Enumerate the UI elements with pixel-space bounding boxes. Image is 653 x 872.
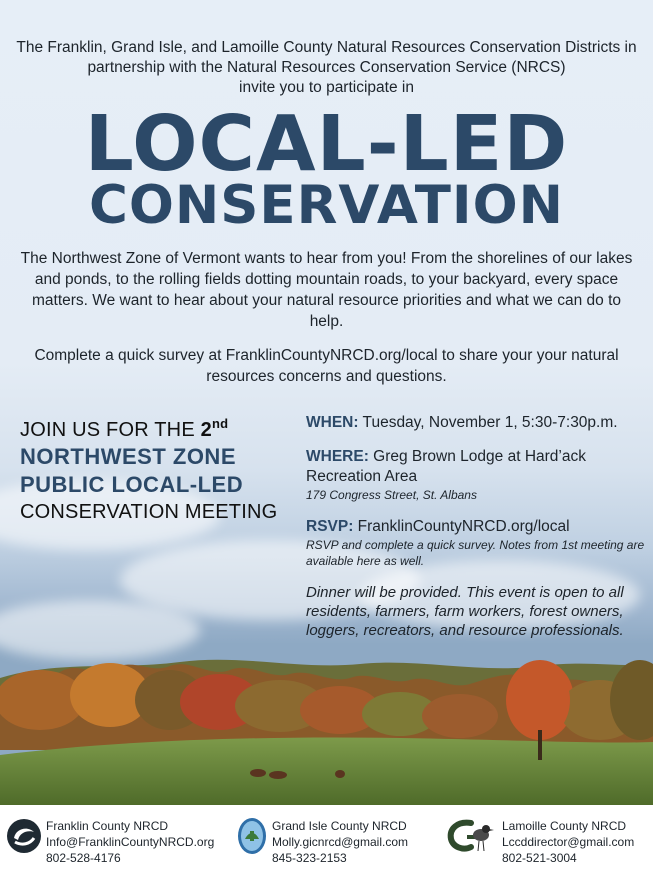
intro-line: invite you to participate in (239, 79, 414, 96)
contact-name: Lamoille County NRCD (502, 819, 627, 833)
contact-phone[interactable]: 802-528-4176 (46, 851, 121, 865)
grand-isle-logo-icon (237, 817, 267, 855)
where-value: Greg Brown Lodge at Hard’ack Recreation Area (306, 448, 586, 485)
body-paragraph-1: The Northwest Zone of Vermont wants to hear from you! From the shorelines of our lakes and ponds, to the rolling fields dotting mountain roads, to your backyard, every space matters. We want to hear about your natural resource priorities and what we can do to help. (20, 250, 633, 330)
where-label: WHERE: (306, 448, 369, 465)
contact-email[interactable]: Lccddirector@gmail.com (502, 835, 635, 849)
join-conservation-meeting: CONSERVATION MEETING (20, 501, 278, 523)
join-northwest-zone: NORTHWEST ZONE (20, 444, 236, 469)
join-ordinal-suffix: nd (211, 416, 229, 431)
contact-name: Franklin County NRCD (46, 819, 169, 833)
contact-franklin (46, 818, 214, 866)
when-value: Tuesday, November 1, 5:30-7:30p.m. (358, 414, 618, 431)
contact-email[interactable]: Info@FranklinCountyNRCD.org (46, 835, 215, 849)
when-label: WHEN: (306, 414, 359, 431)
intro-text (0, 38, 653, 98)
join-prefix: JOIN US FOR THE (20, 419, 201, 441)
contact-phone[interactable]: 802-521-3004 (502, 851, 577, 865)
body-paragraph-2: Complete a quick survey at FranklinCountyNRCD.org/local to share your your natural resources concerns and questions. (34, 347, 619, 385)
title-local-led: LOCAL-LED (84, 100, 569, 189)
join-ordinal-number: 2 (200, 419, 212, 441)
event-details (306, 413, 646, 640)
where-block (306, 447, 646, 503)
where-address: 179 Congress Street, St. Albans (306, 488, 477, 502)
intro-line: partnership with the Natural Resources Conservation Service (NRCS) (87, 59, 566, 76)
footer-contacts (0, 805, 653, 872)
contact-email[interactable]: Molly.gicnrcd@gmail.com (272, 835, 408, 849)
contact-phone[interactable]: 845-323-2153 (272, 851, 347, 865)
rsvp-link[interactable]: FranklinCountyNRCD.org/local (353, 518, 570, 535)
franklin-logo-icon (6, 818, 42, 854)
dinner-note: Dinner will be provided. This event is open to all residents, farmers, farm workers, forest owners, loggers, recreators, and resource professionals. (306, 584, 624, 639)
rsvp-label: RSVP: (306, 518, 354, 535)
lamoille-logo-icon (445, 817, 497, 855)
intro-line: The Franklin, Grand Isle, and Lamoille County Natural Resources Conservation Districts in (16, 39, 637, 56)
contact-lamoille (502, 818, 634, 866)
landscape-photo (0, 640, 653, 805)
when-block (306, 413, 646, 433)
rsvp-note: RSVP and complete a quick survey. Notes from 1st meeting are available here as well. (306, 538, 645, 568)
contact-grand-isle (272, 818, 408, 866)
title-conservation: CONSERVATION (88, 175, 565, 236)
join-public-local-led: PUBLIC LOCAL-LED (20, 472, 244, 497)
join-heading (20, 411, 300, 525)
contact-name: Grand Isle County NRCD (272, 819, 407, 833)
rsvp-block (306, 517, 646, 569)
